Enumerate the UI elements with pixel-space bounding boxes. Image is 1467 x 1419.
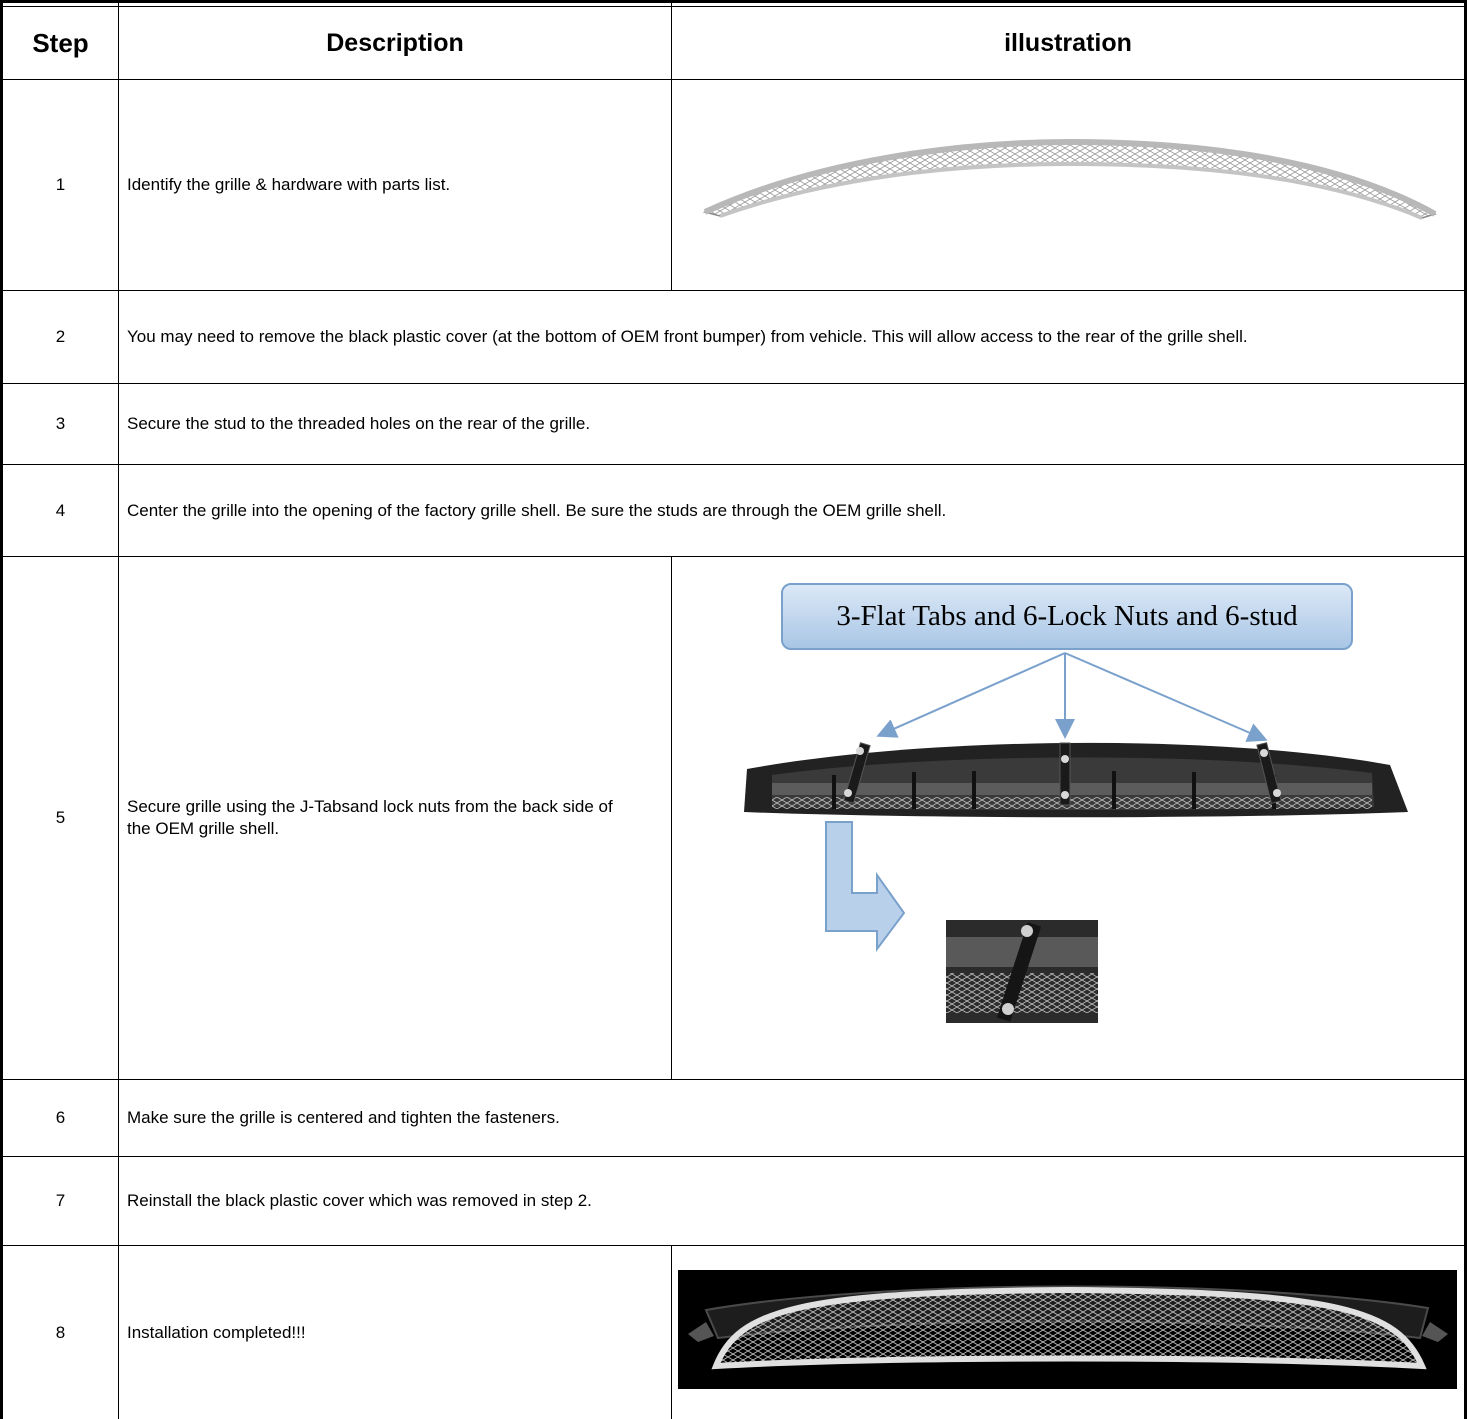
- grille-shell-photo: [672, 557, 1464, 1079]
- step-number: 1: [55, 175, 66, 194]
- step-number: 4: [55, 500, 66, 520]
- header-description: Description: [326, 28, 464, 57]
- table-border-top: [0, 0, 1467, 3]
- step-description: Make sure the grille is centered and tighten the fasteners.: [127, 1108, 560, 1127]
- step-number: 6: [55, 1108, 66, 1127]
- installed-grille-photo: [678, 1270, 1457, 1389]
- step-description: Secure the stud to the threaded holes on the rear of the grille.: [127, 414, 591, 433]
- step-description: Reinstall the black plastic cover which was removed in step 2.: [127, 1191, 592, 1210]
- step-description: Center the grille into the opening of the factory grille shell. Be sure the studs are through the OEM grille shell.: [127, 500, 947, 520]
- header-illustration: illustration: [1004, 28, 1132, 57]
- step-number: 5: [55, 808, 66, 827]
- step-description: Identify the grille & hardware with parts list.: [127, 175, 451, 194]
- step-number: 7: [55, 1191, 66, 1210]
- column-divider-row8: [671, 1245, 672, 1419]
- step-number: 8: [55, 1322, 66, 1342]
- step-description: Secure grille using the J-Tabsand lock nuts from the back side of the OEM grille shell.: [127, 797, 613, 838]
- step-number: 2: [55, 327, 66, 346]
- pointer-arrows: [880, 653, 1264, 739]
- step-description: Installation completed!!!: [127, 1322, 306, 1342]
- parts-callout: 3-Flat Tabs and 6-Lock Nuts and 6-stud: [781, 583, 1353, 650]
- grille-photo: [700, 130, 1440, 230]
- step-number: 3: [55, 414, 66, 433]
- step-description: You may need to remove the black plastic cover (at the bottom of OEM front bumper) from vehicle. This will allow access to the rear of the grille shell.: [127, 327, 1248, 346]
- header-step: Step: [32, 27, 89, 58]
